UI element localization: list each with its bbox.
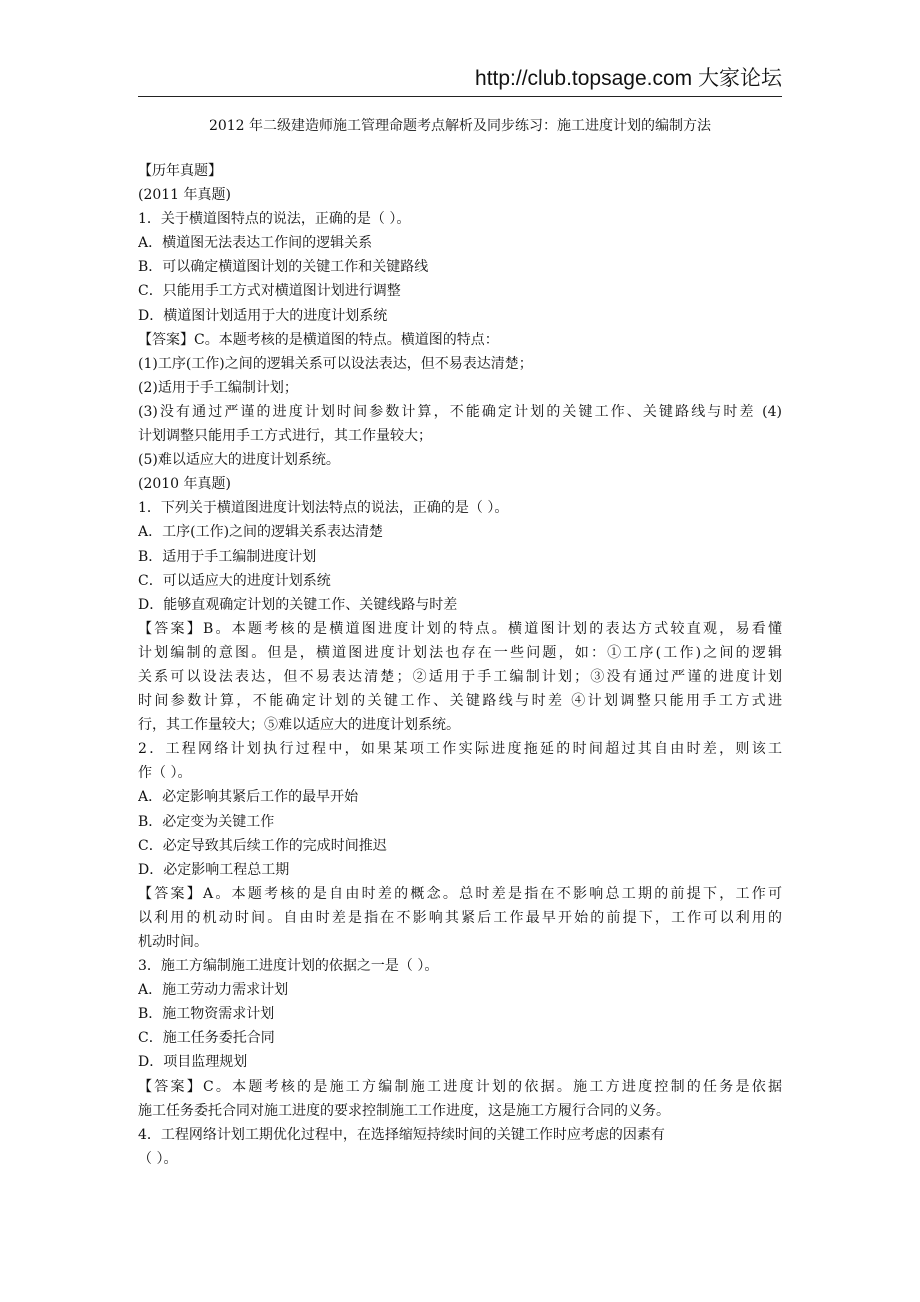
header-divider — [138, 96, 782, 97]
answer-point: (1)工序(工作)之间的逻辑关系可以设法表达，但不易表达清楚； — [138, 355, 533, 372]
answer-text: 计划编制的意图。但是，横道图进度计划法也存在一些问题，如：①工序(工作)之间的逻辑 — [138, 644, 782, 661]
option-c: C．可以适应大的进度计划系统 — [138, 572, 331, 589]
answer-point: 计划调整只能用手工方式进行，其工作量较大； — [138, 428, 432, 445]
question-text: 1．下列关于横道图进度计划法特点的说法，正确的是（ ）。 — [138, 500, 509, 517]
option-a: A．工序(工作)之间的逻辑关系表达清楚 — [138, 524, 384, 541]
option-a: A．必定影响其紧后工作的最早开始 — [138, 789, 359, 806]
option-c: C．必定导致其后续工作的完成时间推迟 — [138, 837, 387, 854]
answer-text: 机动时间。 — [138, 934, 208, 950]
answer-text: 以利用的机动时间。自由时差是指在不影响其紧后工作最早开始的前提下，工作可以利用的 — [138, 909, 782, 926]
question-text: 3．施工方编制施工进度计划的依据之一是（ ）。 — [138, 958, 439, 975]
question-text: 4．工程网络计划工期优化过程中，在选择缩短持续时间的关键工作时应考虑的因素有 — [138, 1126, 665, 1143]
section-heading: 【历年真题】 — [138, 163, 222, 179]
answer-text: 【答案】B。本题考核的是横道图进度计划的特点。横道图计划的表达方式较直观，易看懂 — [138, 620, 782, 637]
answer-text: 时间参数计算，不能确定计划的关键工作、关键路线与时差 ④计划调整只能用手工方式进 — [138, 693, 782, 710]
question-text: 2．工程网络计划执行过程中，如果某项工作实际进度拖延的时间超过其自由时差，则该工 — [138, 741, 782, 758]
question-text: 1．关于横道图特点的说法，正确的是（ ）。 — [138, 211, 411, 228]
answer-text: 【答案】C。本题考核的是横道图的特点。横道图的特点： — [138, 331, 499, 348]
option-c: C．施工任务委托合同 — [138, 1030, 275, 1047]
answer-text: 施工任务委托合同对施工进度的要求控制施工工作进度，这是施工方履行合同的义务。 — [138, 1102, 670, 1119]
option-b: B．施工物资需求计划 — [138, 1006, 275, 1023]
option-b: B．必定变为关键工作 — [138, 813, 275, 830]
option-a: A．横道图无法表达工作间的逻辑关系 — [138, 235, 373, 252]
answer-point: (3)没有通过严谨的进度计划时间参数计算，不能确定计划的关键工作、关键路线与时差 (4) — [138, 403, 782, 420]
answer-text: 【答案】C。本题考核的是施工方编制施工进度计划的依据。施工方进度控制的任务是依据 — [138, 1078, 782, 1095]
year-label: (2011 年真题) — [138, 187, 232, 204]
document-body — [138, 159, 782, 1171]
option-b: B．可以确定横道图计划的关键工作和关键路线 — [138, 259, 429, 276]
answer-point: (5)难以适应大的进度计划系统。 — [138, 452, 340, 469]
page-header: http://club.topsage.com 大家论坛 — [475, 67, 782, 90]
option-c: C．只能用手工方式对横道图计划进行调整 — [138, 283, 401, 300]
answer-text: 【答案】A。本题考核的是自由时差的概念。总时差是指在不影响总工期的前提下，工作可 — [138, 885, 782, 902]
option-b: B．适用于手工编制进度计划 — [138, 548, 317, 565]
option-d: D．必定影响工程总工期 — [138, 861, 290, 878]
option-d: D．项目监理规划 — [138, 1054, 248, 1071]
answer-text: 行，其工作量较大；⑤难以适应大的进度计划系统。 — [138, 717, 460, 734]
option-d: D．横道图计划适用于大的进度计划系统 — [138, 307, 388, 324]
answer-point: (2)适用于手工编制计划； — [138, 379, 298, 396]
answer-text: 关系可以设法表达，但不易表达清楚；②适用于手工编制计划；③没有通过严谨的进度计划 — [138, 668, 782, 685]
question-text: 作（ ）。 — [138, 765, 192, 782]
option-d: D．能够直观确定计划的关键工作、关键线路与时差 — [138, 596, 458, 613]
option-a: A．施工劳动力需求计划 — [138, 982, 289, 999]
question-text: （ ）。 — [138, 1150, 178, 1167]
year-label: (2010 年真题) — [138, 476, 232, 493]
document-title: 2012 年二级建造师施工管理命题考点解析及同步练习：施工进度计划的编制方法 — [208, 118, 712, 134]
